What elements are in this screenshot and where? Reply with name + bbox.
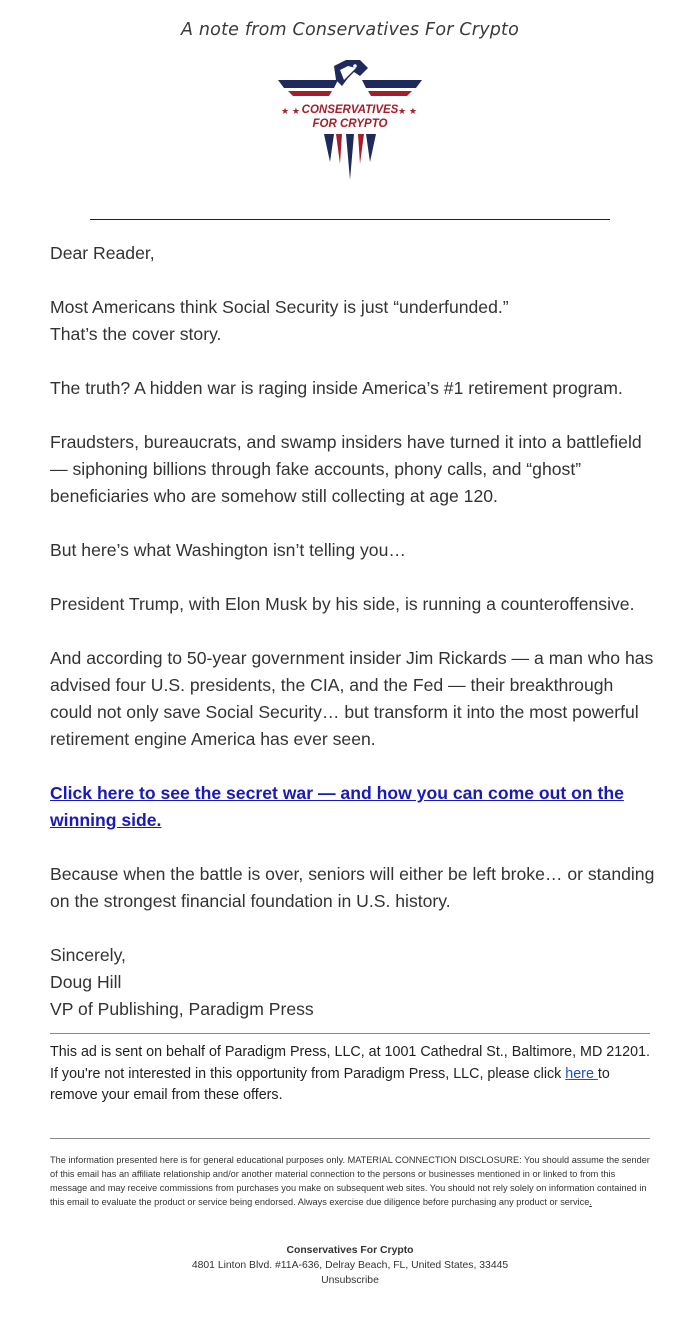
disclaimer-text: This ad is sent on behalf of Paradigm Press, LLC, at 1001 Cathedral St., Baltimore, MD 21201. If you're not interested in this opportunity from Paradigm Press, LLC, please click xyxy=(50,1044,650,1082)
svg-text:★ ★: ★ ★ xyxy=(281,107,300,117)
letter-body xyxy=(50,240,655,1023)
legal-text: The information presented here is for general educational purposes only. MATERIAL CONNECTION DISCLOSURE: You should assume the sender of this email has an affiliate relationship and/or another material connection to the persons or businesses mentioned in or linked to from this message and may receive commissions from purchases you make on subsequent web sites. You should not rely solely on information contained in this email to evaluate the product or service being endorsed. Always exercise due diligence before purchasing any product or service xyxy=(50,1155,650,1207)
paragraph-6: And according to 50-year government insider Jim Rickards — a man who has advised four U.S. presidents, the CIA, and the Fed — their breakthrough could not only save Social Security… but transform it into the most powerful retirement engine America has ever seen. xyxy=(50,648,654,749)
paragraph-2: The truth? A hidden war is raging inside America’s #1 retirement program. xyxy=(50,378,623,398)
footer-org-name: Conservatives For Crypto xyxy=(286,1245,414,1256)
signer-name: Doug Hill xyxy=(50,972,122,992)
remove-email-link[interactable]: here xyxy=(565,1065,598,1082)
legal-divider xyxy=(50,1138,650,1139)
disclaimer-text-end: to remove your email from these offers. xyxy=(50,1065,610,1103)
paragraph-7: Because when the battle is over, seniors will either be left broke… or standing on the strongest financial foundation in U.S. history. xyxy=(50,864,655,911)
salutation: Dear Reader, xyxy=(50,243,155,263)
paragraph-4: But here’s what Washington isn’t telling you… xyxy=(50,540,406,560)
legal-end: . xyxy=(589,1197,592,1207)
paragraph-5: President Trump, with Elon Musk by his side, is running a counteroffensive. xyxy=(50,594,635,614)
paragraph-1b: That’s the cover story. xyxy=(50,324,222,344)
sender-disclaimer xyxy=(50,1042,650,1107)
paragraph-3: Fraudsters, bureaucrats, and swamp insiders have turned it into a battlefield — siphoning billions through fake accounts, phony calls, and “ghost” beneficiaries who are somehow still collecting at age 120. xyxy=(50,432,642,506)
header-note: A note from Conservatives For Crypto xyxy=(180,20,520,40)
header-divider xyxy=(90,219,610,220)
disclaimer-divider xyxy=(50,1033,650,1034)
svg-text:★ ★: ★ ★ xyxy=(398,107,417,117)
logo-line-1: CONSERVATIVES xyxy=(301,104,399,116)
footer-address: 4801 Linton Blvd. #11A-636, Delray Beach, FL, United States, 33445 xyxy=(191,1260,509,1271)
unsubscribe-link[interactable]: Unsubscribe xyxy=(321,1275,379,1286)
legal-disclosure xyxy=(50,1153,650,1209)
conservatives-for-crypto-logo xyxy=(276,60,424,182)
footer xyxy=(0,1243,700,1288)
logo-line-2: FOR CRYPTO xyxy=(312,118,388,130)
secret-war-link[interactable]: Click here to see the secret war — and how you can come out on the winning side. xyxy=(50,783,624,830)
closing: Sincerely, xyxy=(50,945,126,965)
paragraph-1a: Most Americans think Social Security is just “underfunded.” xyxy=(50,297,509,317)
signer-title: VP of Publishing, Paradigm Press xyxy=(50,999,314,1019)
